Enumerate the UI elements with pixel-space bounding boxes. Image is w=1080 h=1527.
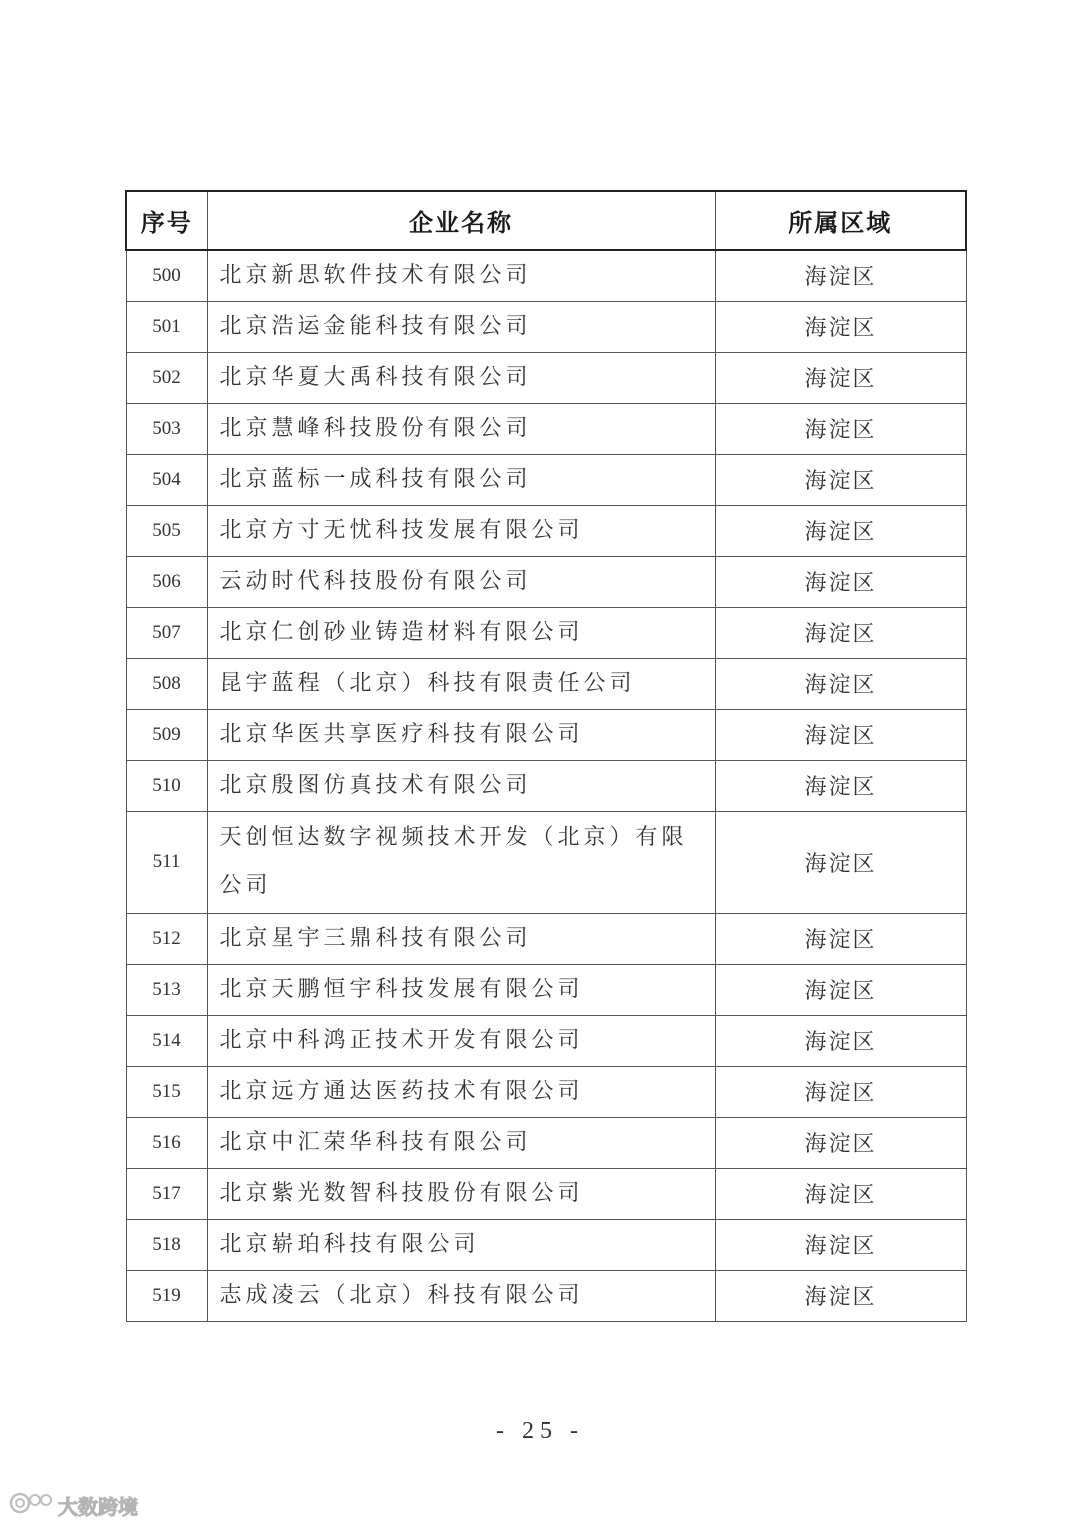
row-index: 511 [126,811,207,913]
row-company-name: 北京中科鸿正技术开发有限公司 [207,1015,715,1066]
header-area: 所属区域 [715,191,966,250]
header-index: 序号 [126,191,207,250]
row-area: 海淀区 [715,913,966,964]
table-row [126,403,966,454]
row-area: 海淀区 [715,811,966,913]
row-area: 海淀区 [715,1015,966,1066]
table-row [126,556,966,607]
row-area: 海淀区 [715,301,966,352]
row-company-name: 北京远方通达医药技术有限公司 [207,1066,715,1117]
row-index: 515 [126,1066,207,1117]
row-company-name: 北京方寸无忧科技发展有限公司 [207,505,715,556]
row-index: 507 [126,607,207,658]
table-row [126,454,966,505]
row-index: 506 [126,556,207,607]
row-area: 海淀区 [715,1168,966,1219]
table-row [126,1270,966,1321]
row-company-name: 云动时代科技股份有限公司 [207,556,715,607]
watermark-text: 大数跨境 [58,1494,138,1519]
row-company-name: 北京华夏大禹科技有限公司 [207,352,715,403]
row-index: 501 [126,301,207,352]
table-body [126,250,966,1321]
table-row [126,1117,966,1168]
row-company-name: 北京殷图仿真技术有限公司 [207,760,715,811]
table-row [126,760,966,811]
table-row [126,1066,966,1117]
row-area: 海淀区 [715,556,966,607]
table-row [126,913,966,964]
row-area: 海淀区 [715,1066,966,1117]
row-company-name: 北京天鹏恒宇科技发展有限公司 [207,964,715,1015]
table-row [126,658,966,709]
row-index: 510 [126,760,207,811]
table-row [126,250,966,301]
row-company-name: 北京华医共享医疗科技有限公司 [207,709,715,760]
row-index: 503 [126,403,207,454]
row-company-name: 北京崭珀科技有限公司 [207,1219,715,1270]
row-index: 518 [126,1219,207,1270]
table-row [126,811,966,913]
row-index: 509 [126,709,207,760]
row-area: 海淀区 [715,964,966,1015]
row-index: 517 [126,1168,207,1219]
row-area: 海淀区 [715,250,966,301]
table-row [126,301,966,352]
watermark [8,1490,138,1520]
row-company-name: 北京星宇三鼎科技有限公司 [207,913,715,964]
row-index: 519 [126,1270,207,1321]
table-row [126,1168,966,1219]
header-company-name: 企业名称 [207,191,715,250]
row-area: 海淀区 [715,658,966,709]
watermark-logo-icon [8,1490,54,1520]
row-area: 海淀区 [715,505,966,556]
table-row [126,607,966,658]
row-index: 512 [126,913,207,964]
row-company-name: 北京中汇荣华科技有限公司 [207,1117,715,1168]
row-area: 海淀区 [715,1270,966,1321]
page-number: - 25 - [496,1418,584,1444]
row-index: 502 [126,352,207,403]
row-area: 海淀区 [715,454,966,505]
row-index: 516 [126,1117,207,1168]
row-index: 514 [126,1015,207,1066]
row-area: 海淀区 [715,403,966,454]
table-row [126,1219,966,1270]
row-area: 海淀区 [715,607,966,658]
row-company-name: 北京仁创砂业铸造材料有限公司 [207,607,715,658]
row-company-name: 北京新思软件技术有限公司 [207,250,715,301]
company-table [125,190,967,1322]
row-company-name: 志成凌云（北京）科技有限公司 [207,1270,715,1321]
table-row [126,1015,966,1066]
row-area: 海淀区 [715,1117,966,1168]
table-header-row [126,191,966,250]
table-row [126,352,966,403]
row-company-name: 昆宇蓝程（北京）科技有限责任公司 [207,658,715,709]
row-index: 513 [126,964,207,1015]
row-company-name: 北京紫光数智科技股份有限公司 [207,1168,715,1219]
table-row [126,505,966,556]
row-area: 海淀区 [715,1219,966,1270]
row-area: 海淀区 [715,760,966,811]
row-index: 508 [126,658,207,709]
row-company-name: 天创恒达数字视频技术开发（北京）有限公司 [207,811,715,913]
row-company-name: 北京慧峰科技股份有限公司 [207,403,715,454]
row-area: 海淀区 [715,709,966,760]
table-row [126,964,966,1015]
row-area: 海淀区 [715,352,966,403]
row-company-name: 北京蓝标一成科技有限公司 [207,454,715,505]
row-index: 504 [126,454,207,505]
table-row [126,709,966,760]
row-company-name: 北京浩运金能科技有限公司 [207,301,715,352]
row-index: 505 [126,505,207,556]
row-index: 500 [126,250,207,301]
